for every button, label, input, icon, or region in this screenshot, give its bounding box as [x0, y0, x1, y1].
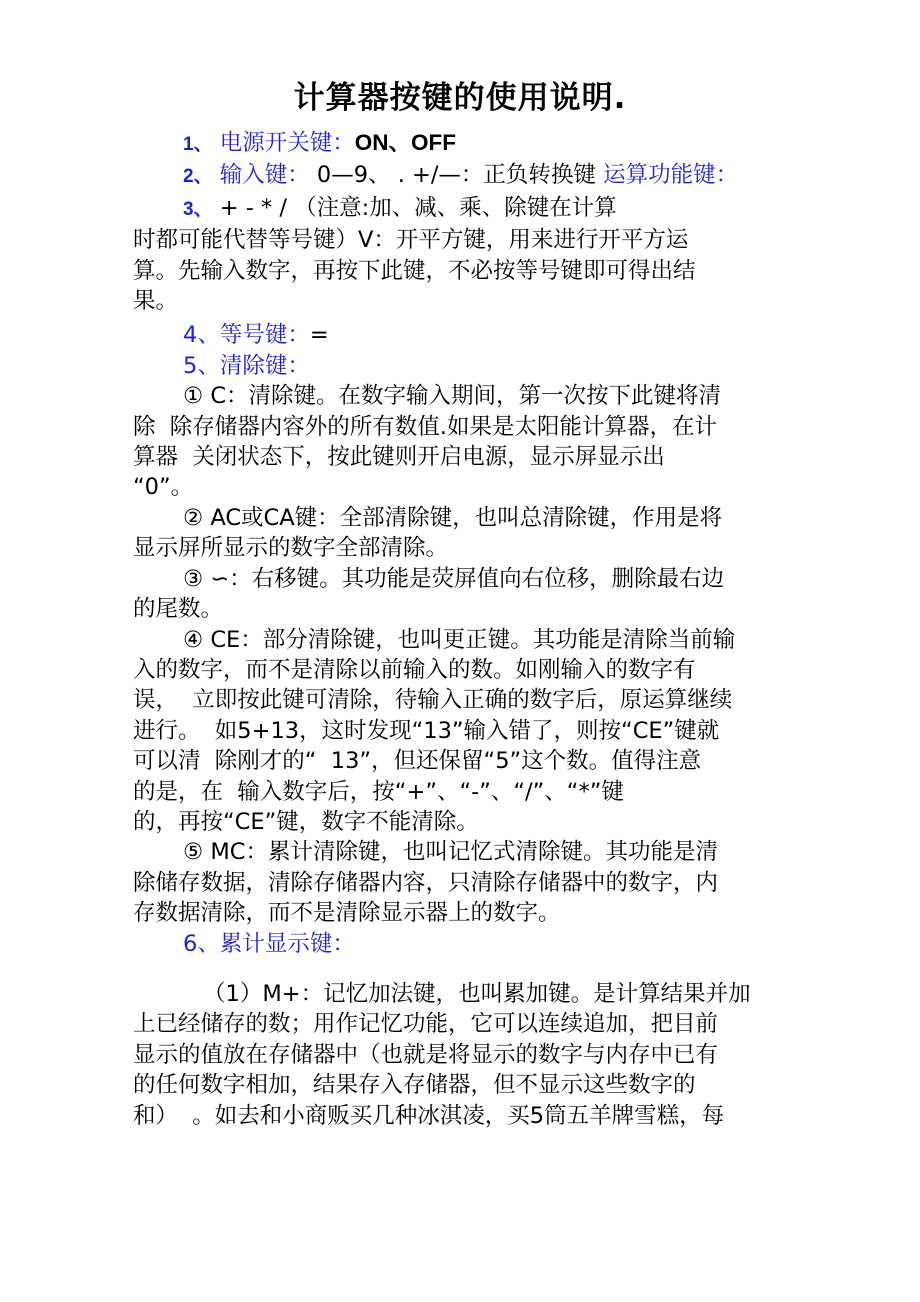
- item-4-line: ④ CE：部分清除键，也叫更正键。其功能是清除当前输: [183, 626, 736, 653]
- section-6-heading: 6、累计显示键：: [183, 930, 355, 957]
- section-3-text: + - * / （注意:加、减、乘、除键在计算: [219, 194, 617, 221]
- section-2-body: 0—9、 . +/—：正负转换键: [316, 162, 596, 189]
- section-3-line-4: 果。: [133, 288, 179, 315]
- item-3-line: ③ ∽：右移键。其功能是荧屏值向右位移，删除最右边: [183, 565, 725, 592]
- item-2-line: ② AC或CA键：全部清除键，也叫总清除键，作用是将: [183, 504, 723, 531]
- mplus-line: 的任何数字相加，结果存入存储器，但不显示这些数字的: [133, 1072, 696, 1099]
- item-4-line: 的是，在 输入数字后，按“+”、“-”、“/”、“*”键: [133, 778, 624, 805]
- section-1-heading: 电源开关键：: [219, 130, 355, 156]
- item-1-line: 除 除存储器内容外的所有数值.如果是太阳能计算器，在计: [133, 413, 717, 440]
- document-body: [133, 128, 793, 1131]
- section-4: [133, 320, 793, 350]
- mplus-line: 显示的值放在存储器中（也就是将显示的数字与内存中已有: [133, 1041, 719, 1068]
- section-1-body: ON、OFF: [354, 130, 456, 155]
- mplus-line: 上已经储存的数；用作记忆功能，它可以连续追加，把目前: [133, 1011, 719, 1038]
- item-1-line: “0”。: [133, 474, 194, 501]
- item-1-line: 算器 关闭状态下，按此键则开启电源，显示屏显示出: [133, 444, 665, 471]
- section-2: [133, 160, 793, 192]
- section-1-number: 1、: [183, 134, 213, 155]
- item-4-line: 入的数字，而不是清除以前输入的数。如刚输入的数字有: [133, 656, 696, 683]
- item-4-line: 进行。 如5+13，这时发现“13”输入错了，则按“CE”键就: [133, 717, 720, 744]
- section-5-heading: 5、清除键：: [183, 352, 310, 379]
- item-4-line: 的，再按“CE”键，数字不能清除。: [133, 808, 479, 835]
- item-2-line: 显示屏所显示的数字全部清除。: [133, 535, 449, 562]
- section-2-number: 2、: [183, 166, 213, 188]
- section-2-heading: 输入键：: [219, 162, 310, 189]
- section-3-line-2: 时都可能代替等号键）V：开平方键，用来进行开平方运: [133, 227, 689, 254]
- section-4-heading: 4、等号键：: [183, 322, 310, 349]
- section-2-tail: 运算功能键：: [603, 162, 739, 189]
- section-1: [133, 128, 793, 160]
- mplus-line: 和） 。如去和小商贩买几种冰淇凌，买5筒五羊牌雪糕，每: [133, 1102, 725, 1129]
- mplus-line: （1）M+：记忆加法键，也叫累加键。是计算结果并加: [203, 980, 751, 1007]
- item-4-line: 可以清 除刚才的“ 13”，但还保留“5”这个数。值得注意: [133, 748, 702, 775]
- item-5-line: 存数据清除，而不是清除显示器上的数字。: [133, 900, 561, 927]
- document-title: 计算器按键的使用说明.: [293, 80, 627, 116]
- section-3-line-3: 算。先输入数字，再按下此键，不必按等号键即可得出结: [133, 257, 696, 284]
- item-4-line: 误， 立即按此键可清除，待输入正确的数字后，原运算继续: [133, 687, 733, 714]
- item-3-line: 的尾数。: [133, 596, 224, 623]
- item-5-line: ⑤ MC：累计清除键，也叫记忆式清除键。其功能是清: [183, 839, 718, 866]
- section-4-body: =: [309, 322, 329, 349]
- section-3-number: 3、: [183, 198, 213, 220]
- item-1-line: ① C：清除键。在数字输入期间，第一次按下此键将清: [183, 383, 722, 410]
- section-3-line-1: [133, 193, 793, 225]
- item-5-line: 除储存数据，清除存储器内容，只清除存储器中的数字，内: [133, 869, 719, 896]
